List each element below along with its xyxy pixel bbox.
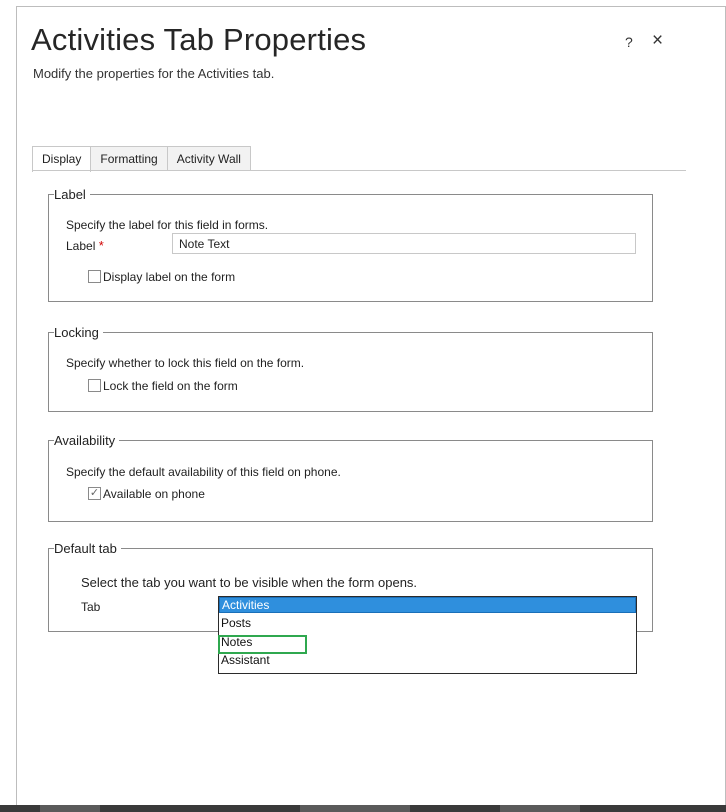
locking-group-legend: Locking [54,325,99,340]
dialog-title: Activities Tab Properties [31,22,367,57]
lock-field-checkbox[interactable] [88,379,101,392]
tab-display[interactable]: Display [32,146,91,172]
tab-formatting[interactable]: Formatting [90,146,167,171]
locking-group-description: Specify whether to lock this field on the form. [66,356,305,370]
label-group-description: Specify the label for this field in forms. [66,218,269,232]
availability-group-legend: Availability [54,433,116,448]
tab-divider [32,170,686,171]
label-input[interactable]: Note Text [172,233,636,254]
label-field-label: Label * [66,238,104,253]
availability-group-description: Specify the default availability of this field on phone. [66,465,341,479]
close-icon[interactable]: × [652,30,664,51]
taskbar-strip [0,805,726,812]
label-group-legend: Label [54,187,86,202]
dropdown-option-notes[interactable]: Notes [221,635,253,649]
lock-field-checkbox-label: Lock the field on the form [103,379,238,393]
default-tab-group-description: Select the tab you want to be visible when the form opens. [81,575,418,590]
display-label-checkbox-label: Display label on the form [103,270,236,284]
dropdown-option-activities[interactable]: Activities [219,597,636,613]
available-on-phone-checkbox-label: Available on phone [103,487,205,501]
dropdown-option-assistant[interactable]: Assistant [221,653,270,667]
required-icon: * [98,238,104,253]
help-icon[interactable]: ? [625,34,633,50]
default-tab-group-legend: Default tab [54,541,117,556]
available-on-phone-checkbox[interactable]: ✓ [89,487,100,499]
display-label-checkbox[interactable] [88,270,101,283]
dropdown-option-posts[interactable]: Posts [221,616,252,630]
tab-bar [32,146,250,171]
tab-field-label: Tab [81,600,101,614]
dialog-subtitle: Modify the properties for the Activities tab. [33,66,275,81]
notes-highlight-box [218,635,307,654]
tab-activity-wall[interactable]: Activity Wall [167,146,251,171]
